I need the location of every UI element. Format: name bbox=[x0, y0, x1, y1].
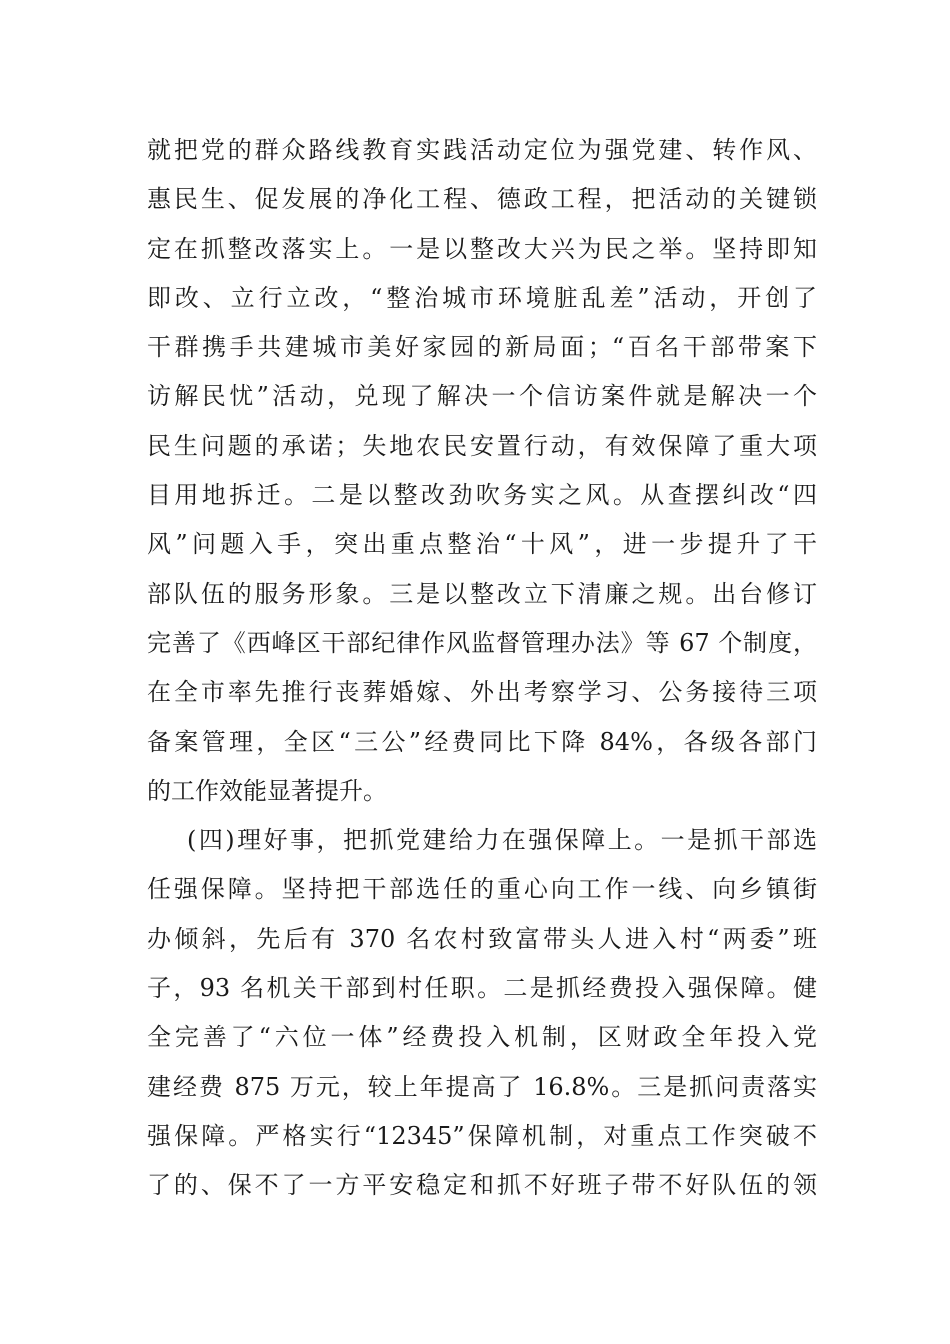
section-heading-line: (四)理好事，把抓党建给力在强保障上。一是抓干部选 bbox=[187, 826, 817, 855]
text-line: 子，93 名机关干部到村任职。二是抓经费投入强保障。健 bbox=[147, 974, 817, 1003]
text-line: 即改、立行立改，“整治城市环境脏乱差”活动，开创了 bbox=[147, 283, 817, 312]
text-line: 完善了《西峰区干部纪律作风监督管理办法》等 67 个制度， bbox=[147, 628, 817, 657]
text-line: 访解民忧”活动，兑现了解决一个信访案件就是解决一个 bbox=[147, 382, 817, 411]
text-line: 在全市率先推行丧葬婚嫁、外出考察学习、公务接待三项 bbox=[147, 678, 817, 707]
text-line: 强保障。严格实行“12345”保障机制，对重点工作突破不 bbox=[147, 1121, 817, 1150]
text-line: 办倾斜，先后有 370 名农村致富带头人进入村“两委”班 bbox=[147, 924, 817, 953]
text-line: 定在抓整改落实上。一是以整改大兴为民之举。坚持即知 bbox=[147, 234, 817, 263]
text-line: 目用地拆迁。二是以整改劲吹务实之风。从查摆纠改“四 bbox=[147, 481, 817, 510]
text-line: 建经费 875 万元，较上年提高了 16.8%。三是抓问责落实 bbox=[147, 1072, 817, 1101]
text-line: 了的、保不了一方平安稳定和抓不好班子带不好队伍的领 bbox=[147, 1171, 817, 1200]
paragraph-end-line: 的工作效能显著提升。 bbox=[147, 776, 387, 805]
text-line: 就把党的群众路线教育实践活动定位为强党建、转作风、 bbox=[147, 136, 817, 164]
text-line: 惠民生、促发展的净化工程、德政工程，把活动的关键锁 bbox=[147, 185, 817, 214]
text-line: 全完善了“六位一体”经费投入机制，区财政全年投入党 bbox=[147, 1023, 817, 1052]
text-line: 部队伍的服务形象。三是以整改立下清廉之规。出台修订 bbox=[147, 579, 817, 608]
text-line: 民生问题的承诺；失地农民安置行动，有效保障了重大项 bbox=[147, 431, 817, 460]
body-text bbox=[147, 126, 817, 1211]
text-line: 风”问题入手，突出重点整治“十风”，进一步提升了干 bbox=[147, 530, 817, 559]
text-line: 备案管理，全区“三公”经费同比下降 84%，各级各部门 bbox=[147, 727, 817, 756]
text-line: 任强保障。坚持把干部选任的重心向工作一线、向乡镇街 bbox=[147, 875, 817, 904]
text-line: 干群携手共建城市美好家园的新局面；“百名干部带案下 bbox=[147, 333, 817, 362]
